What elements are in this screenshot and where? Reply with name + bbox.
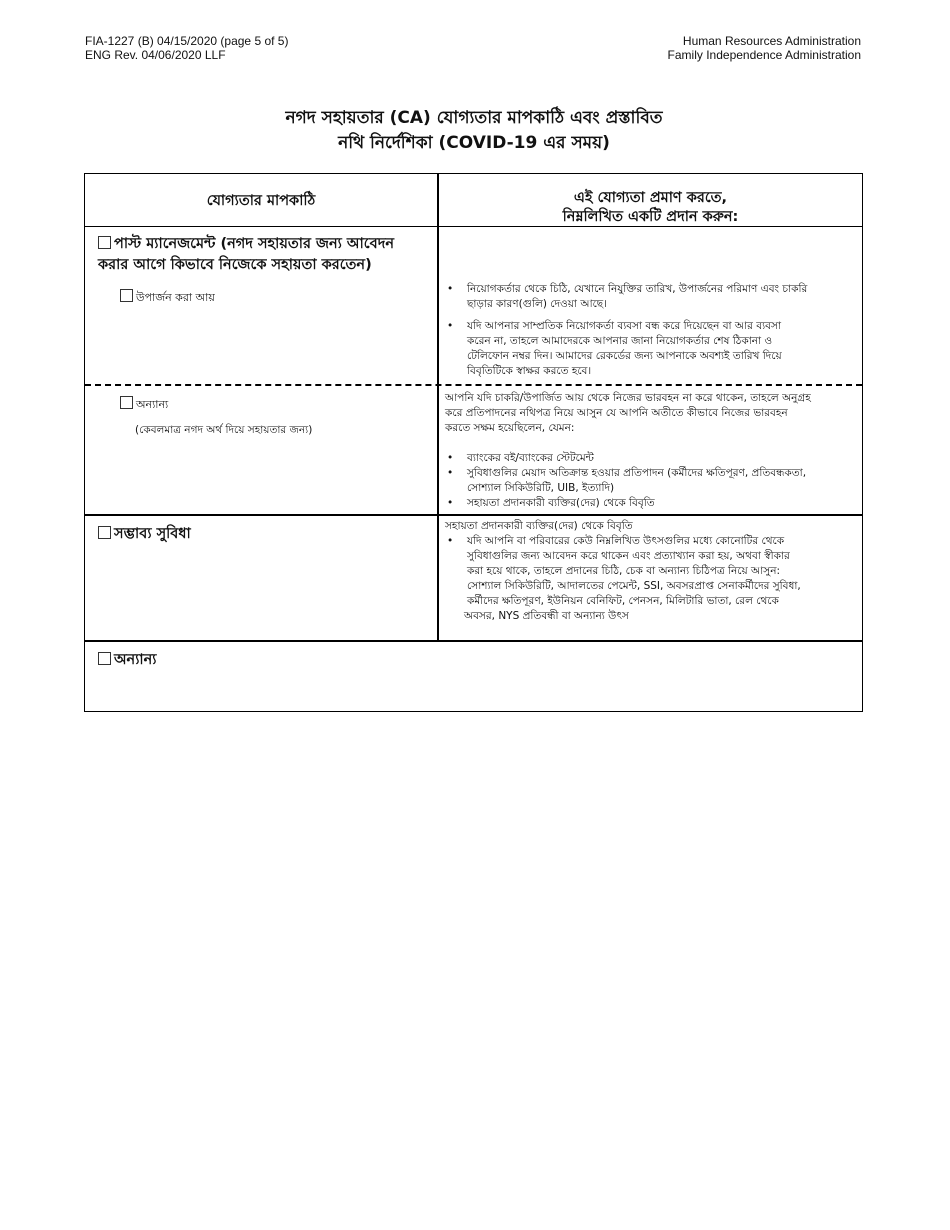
past-management-label: পাস্ট ম্যানেজমেন্ট (নগদ সহায়তার জন্য আবেদন <box>114 236 394 252</box>
cash-only-note: (কেবলমাত্র নগদ অর্থ দিয়ে সহায়তার জন্য) <box>135 424 313 436</box>
potential-benefits-documents <box>445 519 857 624</box>
past-management-checkbox[interactable] <box>98 236 111 249</box>
earned-income-checkbox[interactable] <box>120 289 133 302</box>
other-category-label: অন্যান্য <box>114 652 157 668</box>
text-line: • ব্যাংকের বই/ব্যাংকের স্টেটমেন্ট <box>467 452 594 464</box>
text-line: সহায়তা প্রদানকারী ব্যক্তির(দের) থেকে বিবৃতি <box>445 520 633 532</box>
dashed-row-divider <box>85 384 862 386</box>
agency-division: Family Independence Administration <box>667 48 861 62</box>
title-line-1: নগদ সহায়তার (CA) যোগ্যতার মাপকাঠি এবং প্রস্তাবিত <box>285 108 663 128</box>
text-line: • সুবিধাগুলির মেয়াদ অতিক্রান্ত হওয়ার প্রতিপাদন (কর্মীদের ক্ষতিপূরণ, প্রতিবন্ধকতা, <box>467 467 807 479</box>
text-line: সুবিধাগুলির জন্য আবেদন করে থাকেন এবং প্রত্যাখ্যান করা হয়, অথবা স্বীকার <box>467 550 790 562</box>
column-divider <box>437 174 439 641</box>
text-line: • সহায়তা প্রদানকারী ব্যক্তির(দের) থেকে বিবৃতি <box>467 497 655 509</box>
list-item <box>445 319 857 379</box>
eligibility-table <box>84 173 863 712</box>
criteria-header-text: যোগ্যতার মাপকাঠি <box>206 193 316 209</box>
agency-block <box>668 34 861 62</box>
list-item <box>445 282 857 312</box>
potential-benefits-checkbox[interactable] <box>98 526 111 539</box>
other-income-option <box>120 396 168 413</box>
past-management-label-cont: করার আগে কিভাবে নিজেকে সহায়তা করতেন) <box>98 257 372 273</box>
criteria-column-header <box>85 192 437 211</box>
text-line: সোশ্যাল সিকিউরিটি, আদালতের পেমেন্ট, SSI, অবসরপ্রাপ্ত সেনাকর্মীদের সুবিধা, <box>467 580 801 592</box>
text-line: করে প্রতিপাদনের নথিপত্র নিয়ে আসুন যে আপনি অতীতে কীভাবে নিজের ভারবহন <box>445 407 788 419</box>
other-income-documents <box>445 391 857 511</box>
other-category-checkbox[interactable] <box>98 652 111 665</box>
earned-income-label: উপার্জন করা আয় <box>136 291 215 304</box>
text-line: • নিয়োগকর্তার থেকে চিঠি, যেখানে নিযুক্তির তারিখ, উপার্জনের পরিমাণ এবং চাকরি <box>467 283 808 295</box>
documents-header-line-2: নিম্নলিখিত একটি প্রদান করুন: <box>562 209 739 225</box>
potential-benefits-category <box>98 524 433 545</box>
text-line: কর্মীদের ক্ষতিপূরণ, ইউনিয়ন বেনিফিট, পেনসন, মিলিটারি ভাতা, রেল থেকে <box>467 595 779 607</box>
text-line: অবসর, NYS প্রতিবন্ধী বা অন্যান্য উৎস <box>464 610 629 622</box>
past-management-category <box>98 234 433 276</box>
page-title <box>85 106 863 156</box>
other-income-checkbox[interactable] <box>120 396 133 409</box>
list-item <box>445 451 857 466</box>
text-line: • যদি আপনি বা পরিবারের কেউ নিম্নলিখিত উৎসগুলির মধ্যে কোনোটির থেকে <box>467 535 785 547</box>
form-id: FIA-1227 (B) 04/15/2020 (page 5 of 5) <box>85 34 289 48</box>
documents-column-header <box>439 189 862 227</box>
text-line: বিবৃতিটিকে স্বাক্ষর করতে হবে। <box>467 365 592 377</box>
agency-name: Human Resources Administration <box>682 34 861 48</box>
other-income-label: অন্যান্য <box>136 398 169 411</box>
text-line: • যদি আপনার সাম্প্রতিক নিয়োগকর্তা ব্যবসা বন্ধ করে দিয়েছেন বা আর ব্যবসা <box>467 320 781 332</box>
text-line: করতে সক্ষম হয়েছিলেন, যেমন: <box>445 422 575 434</box>
list-item <box>445 534 857 624</box>
form-id-block <box>85 34 288 62</box>
form-revision: ENG Rev. 04/06/2020 LLF <box>85 48 226 62</box>
other-category <box>98 650 433 671</box>
list-item <box>445 496 857 511</box>
text-line: করেন না, তাহলে আমাদেরকে আপনার জানা নিয়োগকর্তার শেষ ঠিকানা ও <box>467 335 773 347</box>
text-line: টেলিফোন নম্বর দিন। আমাদের রেকর্ডের জন্য আপনাকে অবশ্যই তারিখ দিয়ে <box>467 350 782 362</box>
row-divider <box>85 514 862 516</box>
earned-income-documents <box>445 282 857 379</box>
text-line: আপনি যদি চাকরি/উপার্জিত আয় থেকে নিজের ভারবহন না করে থাকেন, তাহলে অনুগ্রহ <box>445 392 811 404</box>
row-divider <box>85 640 862 642</box>
potential-benefits-label: সম্ভাব্য সুবিধা <box>114 526 191 542</box>
text-line: করা হয়ে থাকে, তাহলে প্রদানের চিঠি, চেক বা অন্যান্য চিঠিপত্র নিয়ে আসুন: <box>467 565 781 577</box>
text-line: ছাড়ার কারণ(গুলি) দেওয়া আছে। <box>467 298 607 310</box>
documents-header-line-1: এই যোগ্যতা প্রমাণ করতে, <box>573 190 728 206</box>
list-item <box>445 466 857 496</box>
text-line: সোশ্যাল সিকিউরিটি, UIB, ইত্যাদি) <box>467 482 615 494</box>
earned-income-option <box>120 289 215 306</box>
title-line-2: নথি নির্দেশিকা (COVID-19 এর সময়) <box>338 133 610 153</box>
